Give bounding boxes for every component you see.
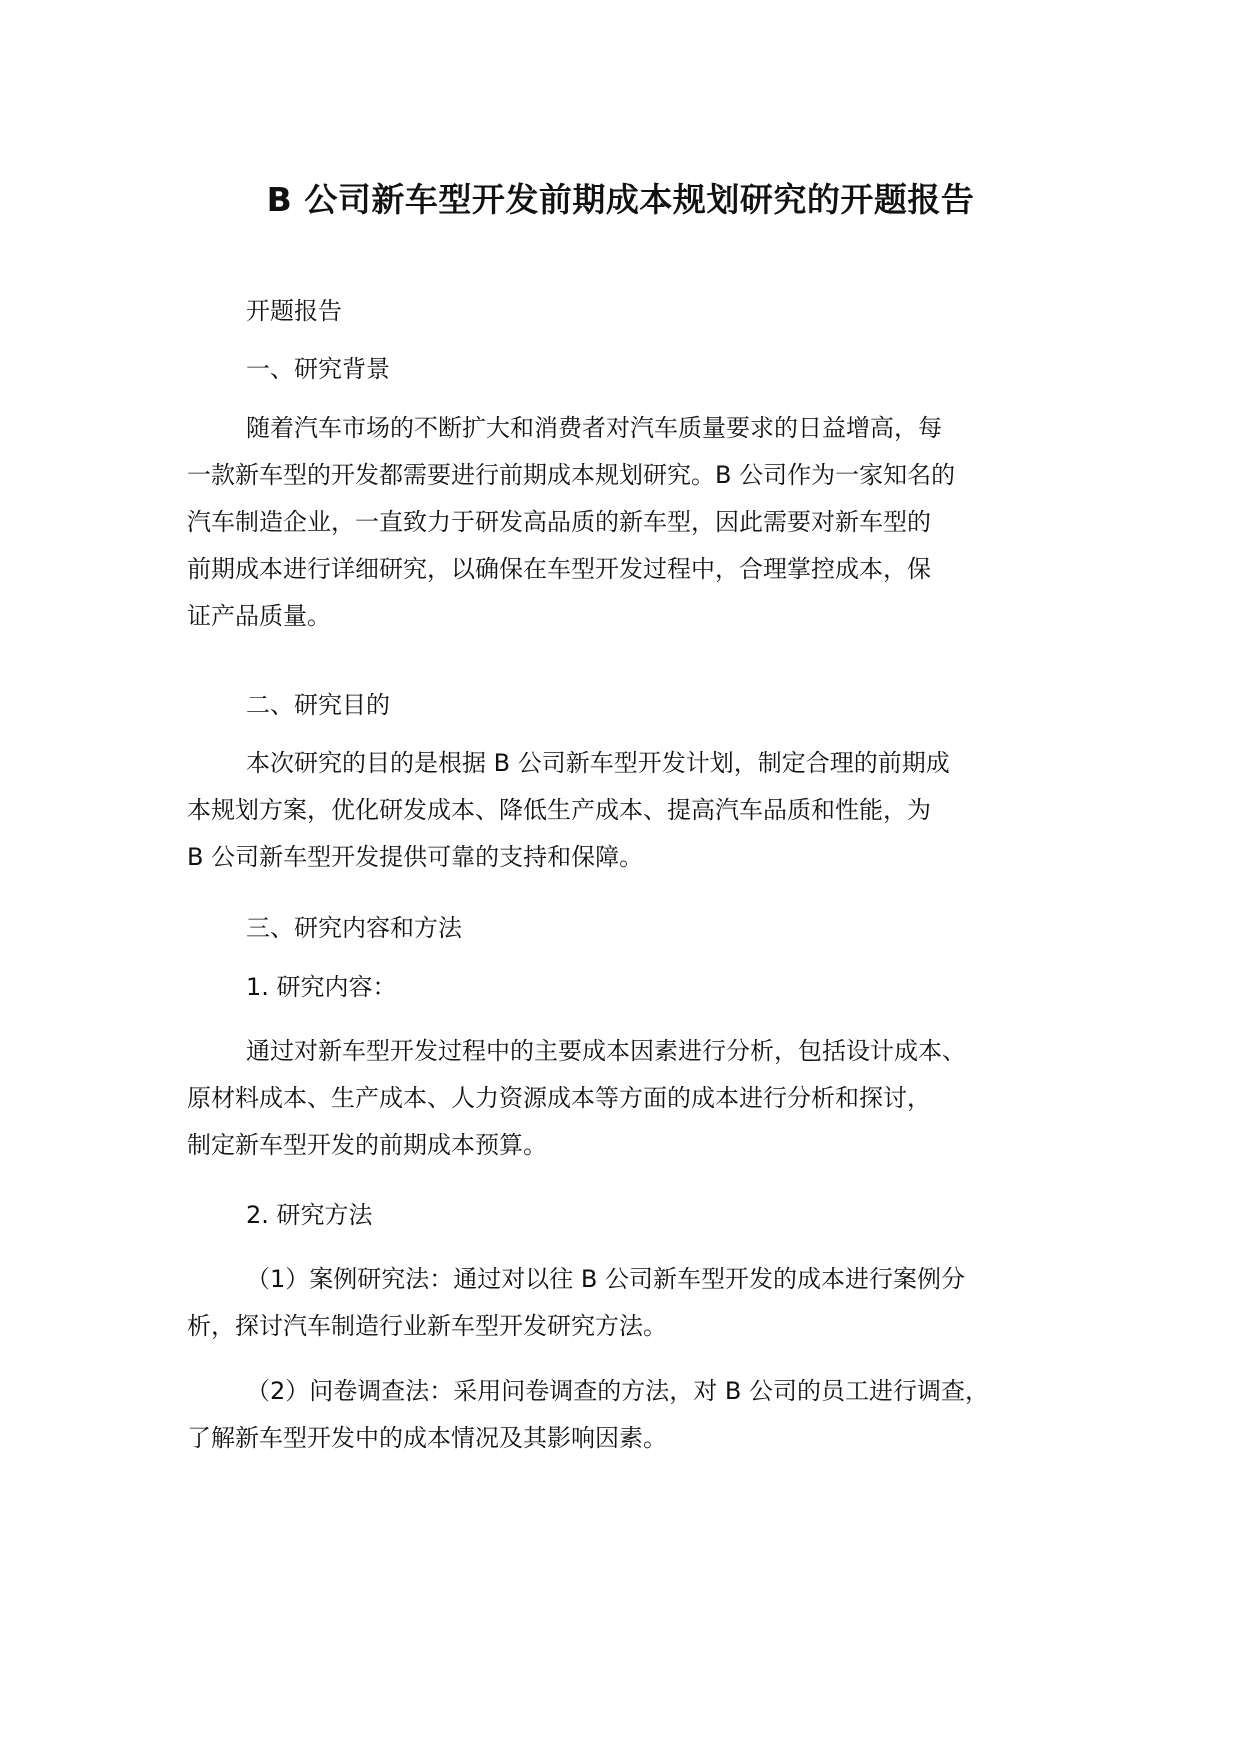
heading-content-and-methods xyxy=(187,905,1077,952)
paragraph-line: 了解新车型开发中的成本情况及其影响因素。 xyxy=(187,1424,667,1452)
heading-text: 2. 研究方法 xyxy=(246,1201,373,1229)
paragraph-method-case-study xyxy=(187,1256,1077,1350)
heading-text: 二、研究目的 xyxy=(246,691,390,719)
heading-research-background xyxy=(187,346,1077,393)
paragraph-line: 本次研究的目的是根据 B 公司新车型开发计划，制定合理的前期成 xyxy=(246,749,950,777)
paragraph-method-questionnaire xyxy=(187,1368,1077,1462)
paragraph-line: 通过对新车型开发过程中的主要成本因素进行分析，包括设计成本、 xyxy=(246,1037,966,1065)
paragraph-line: 前期成本进行详细研究，以确保在车型开发过程中，合理掌控成本，保 xyxy=(187,555,931,583)
paragraph-background xyxy=(187,405,1077,640)
paragraph-purpose xyxy=(187,740,1077,881)
paragraph-line: 本规划方案，优化研发成本、降低生产成本、提高汽车品质和性能，为 xyxy=(187,796,931,824)
subheading-research-content xyxy=(187,964,1077,1011)
heading-text: 三、研究内容和方法 xyxy=(246,914,462,942)
subheading-research-methods xyxy=(187,1192,1077,1239)
paragraph-content xyxy=(187,1028,1077,1169)
paragraph-line: 汽车制造企业，一直致力于研发高品质的新车型，因此需要对新车型的 xyxy=(187,508,931,536)
paragraph-line: 一款新车型的开发都需要进行前期成本规划研究。B 公司作为一家知名的 xyxy=(187,461,956,489)
paragraph-line: 证产品质量。 xyxy=(187,602,331,630)
paragraph-line: （2）问卷调查法：采用问卷调查的方法，对 B 公司的员工进行调查， xyxy=(246,1377,989,1405)
paragraph-line: 制定新车型开发的前期成本预算。 xyxy=(187,1131,547,1159)
paragraph-line: 原材料成本、生产成本、人力资源成本等方面的成本进行分析和探讨， xyxy=(187,1084,931,1112)
paragraph-line: 随着汽车市场的不断扩大和消费者对汽车质量要求的日益增高，每 xyxy=(246,414,942,442)
paragraph-line: 开题报告 xyxy=(246,297,342,325)
paragraph-line: （1）案例研究法：通过对以往 B 公司新车型开发的成本进行案例分 xyxy=(246,1265,965,1293)
heading-text: 一、研究背景 xyxy=(246,355,390,383)
document-title: B 公司新车型开发前期成本规划研究的开题报告 xyxy=(266,180,975,219)
heading-text: 1. 研究内容： xyxy=(246,973,397,1001)
paragraph-line: B 公司新车型开发提供可靠的支持和保障。 xyxy=(187,843,644,871)
paragraph-line: 析，探讨汽车制造行业新车型开发研究方法。 xyxy=(187,1312,667,1340)
section-label-report xyxy=(187,288,1077,335)
heading-research-purpose xyxy=(187,682,1077,729)
